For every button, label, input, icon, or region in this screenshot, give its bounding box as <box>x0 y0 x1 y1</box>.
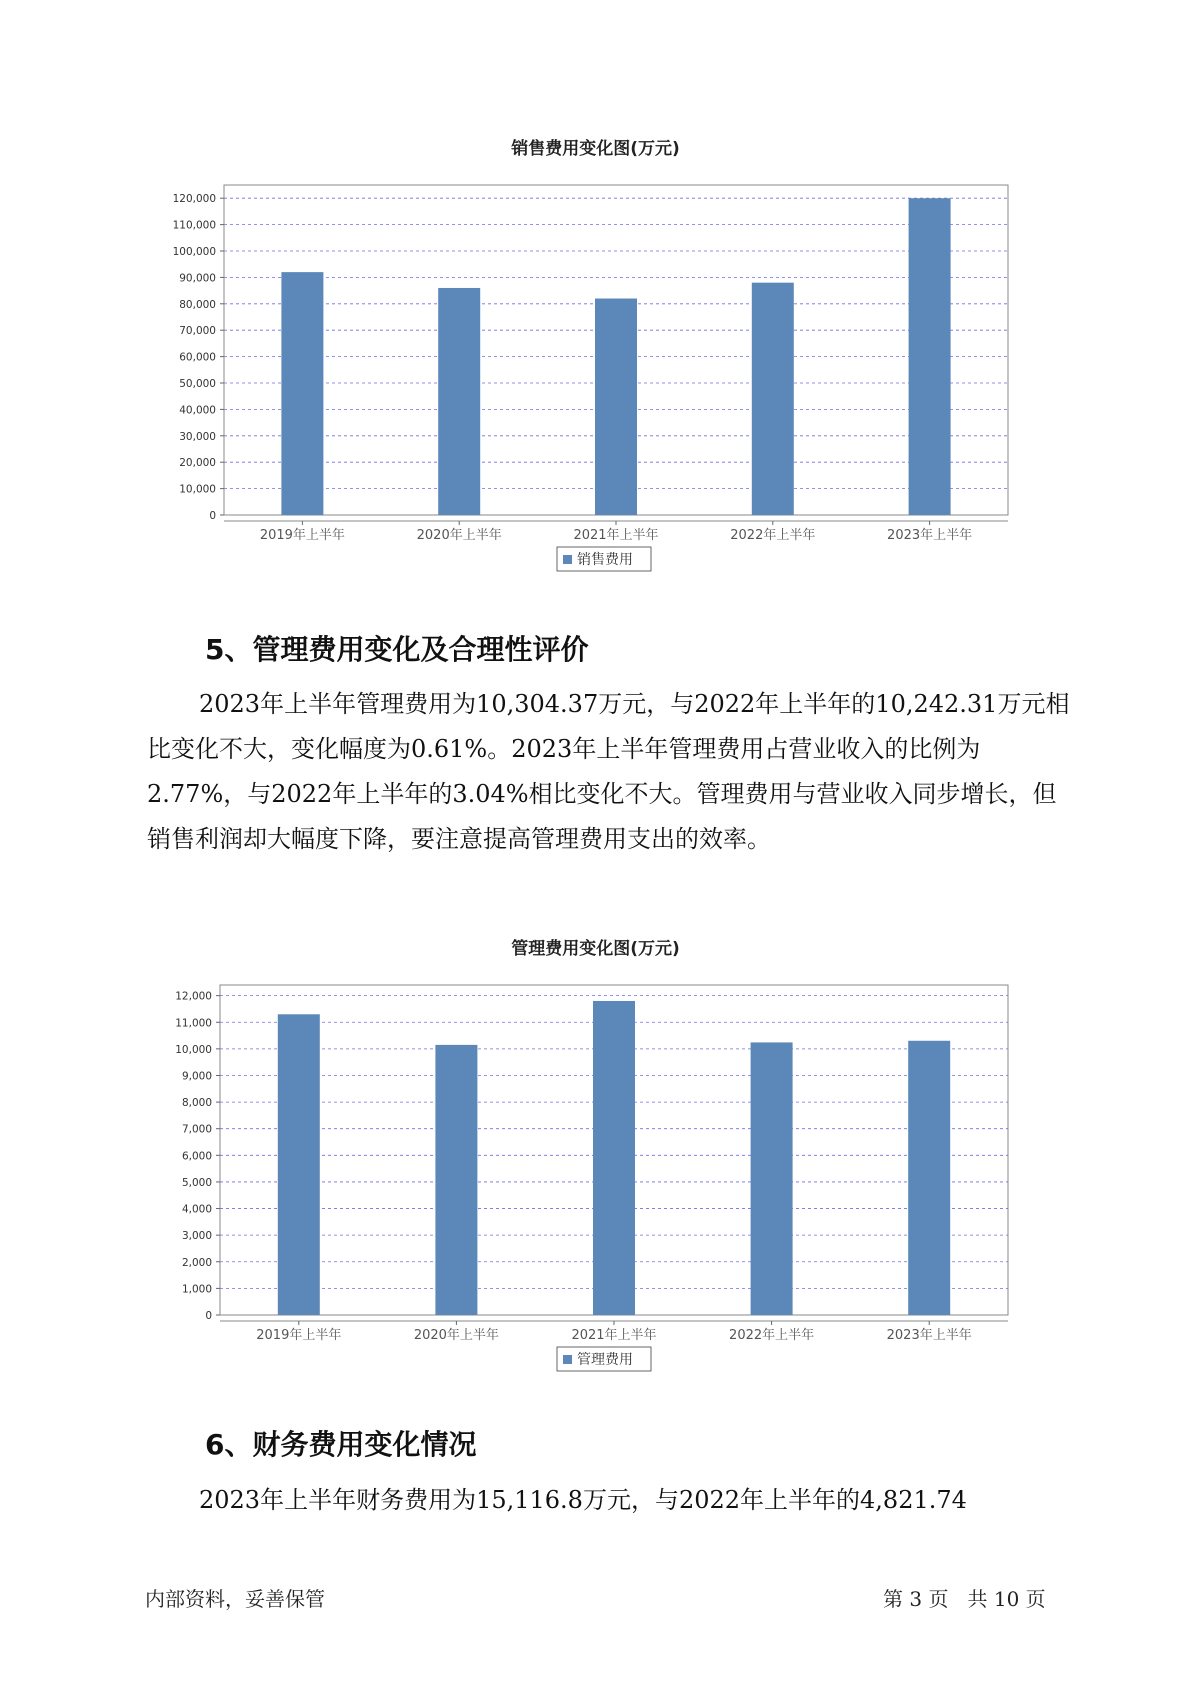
x-tick-label: 2022年上半年 <box>730 528 816 543</box>
y-tick-label: 0 <box>205 1310 212 1322</box>
y-tick-label: 40,000 <box>179 404 216 417</box>
bar <box>595 299 637 515</box>
bar <box>908 1041 950 1315</box>
sales-expense-chart <box>0 150 1191 568</box>
legend-label: 销售费用 <box>577 552 633 568</box>
y-tick-label: 110,000 <box>172 219 216 232</box>
section6-heading: 6、财务费用变化情况 <box>205 1428 477 1461</box>
x-tick-label: 2019年上半年 <box>259 528 345 543</box>
chart-title-admin: 管理费用变化图(万元) <box>511 939 680 959</box>
legend-label: 管理费用 <box>577 1352 633 1368</box>
x-tick-label: 2023年上半年 <box>886 1328 972 1343</box>
y-tick-label: 1,000 <box>181 1283 212 1296</box>
bar <box>278 1014 320 1315</box>
y-tick-label: 30,000 <box>179 430 216 443</box>
x-tick-label: 2020年上半年 <box>413 1328 499 1343</box>
y-tick-label: 6,000 <box>181 1150 212 1163</box>
legend-swatch <box>563 555 572 564</box>
footer-page-number: 第 3 页 共 10 页 <box>883 1587 1046 1611</box>
y-tick-label: 7,000 <box>181 1123 212 1136</box>
x-tick-label: 2023年上半年 <box>887 528 973 543</box>
bar <box>593 1001 635 1315</box>
section5-paragraph: 2023年上半年管理费用为10,304.37万元，与2022年上半年的10,242.31万元相比变化不大，变化幅度为0.61%。2023年上半年管理费用占营业收入的比例为2.77%，与2022年上半年的3.04%相比变化不大。管理费用与营业收入同步增长，但销售利润却大幅度下降，要注意提高管理费用支出的效率。 <box>147 690 1070 853</box>
y-tick-label: 20,000 <box>179 457 216 470</box>
y-tick-label: 80,000 <box>179 298 216 311</box>
admin-expense-chart <box>0 950 1191 1368</box>
y-tick-label: 8,000 <box>181 1097 212 1110</box>
legend-swatch <box>563 1355 572 1364</box>
section6-paragraph: 2023年上半年财务费用为15,116.8万元，与2022年上半年的4,821.74 <box>199 1486 967 1514</box>
y-tick-label: 10,000 <box>179 483 216 496</box>
y-tick-label: 60,000 <box>179 351 216 364</box>
x-tick-label: 2020年上半年 <box>416 528 502 543</box>
y-tick-label: 120,000 <box>172 193 216 206</box>
x-tick-label: 2019年上半年 <box>256 1328 342 1343</box>
bar <box>435 1045 477 1315</box>
chart-title-sales: 销售费用变化图(万元) <box>511 139 680 159</box>
bar <box>438 288 480 515</box>
bar <box>752 283 794 515</box>
y-tick-label: 0 <box>209 510 216 522</box>
y-tick-label: 50,000 <box>179 378 216 390</box>
bar <box>909 198 951 515</box>
footer-confidential: 内部资料，妥善保管 <box>145 1587 325 1611</box>
y-tick-label: 70,000 <box>179 325 216 338</box>
y-tick-label: 9,000 <box>181 1070 212 1083</box>
x-tick-label: 2021年上半年 <box>571 1328 657 1343</box>
y-tick-label: 3,000 <box>181 1230 212 1243</box>
bar <box>281 272 323 515</box>
y-tick-label: 5,000 <box>181 1176 212 1189</box>
y-tick-label: 100,000 <box>172 246 216 258</box>
y-tick-label: 2,000 <box>181 1256 212 1269</box>
y-tick-label: 12,000 <box>175 990 212 1003</box>
section5-heading: 5、管理费用变化及合理性评价 <box>205 633 589 666</box>
y-tick-label: 4,000 <box>181 1203 212 1216</box>
y-tick-label: 11,000 <box>175 1017 212 1030</box>
x-tick-label: 2021年上半年 <box>573 528 659 543</box>
y-tick-label: 90,000 <box>179 272 216 285</box>
y-tick-label: 10,000 <box>175 1043 212 1056</box>
x-tick-label: 2022年上半年 <box>729 1328 815 1343</box>
bar <box>751 1042 793 1315</box>
